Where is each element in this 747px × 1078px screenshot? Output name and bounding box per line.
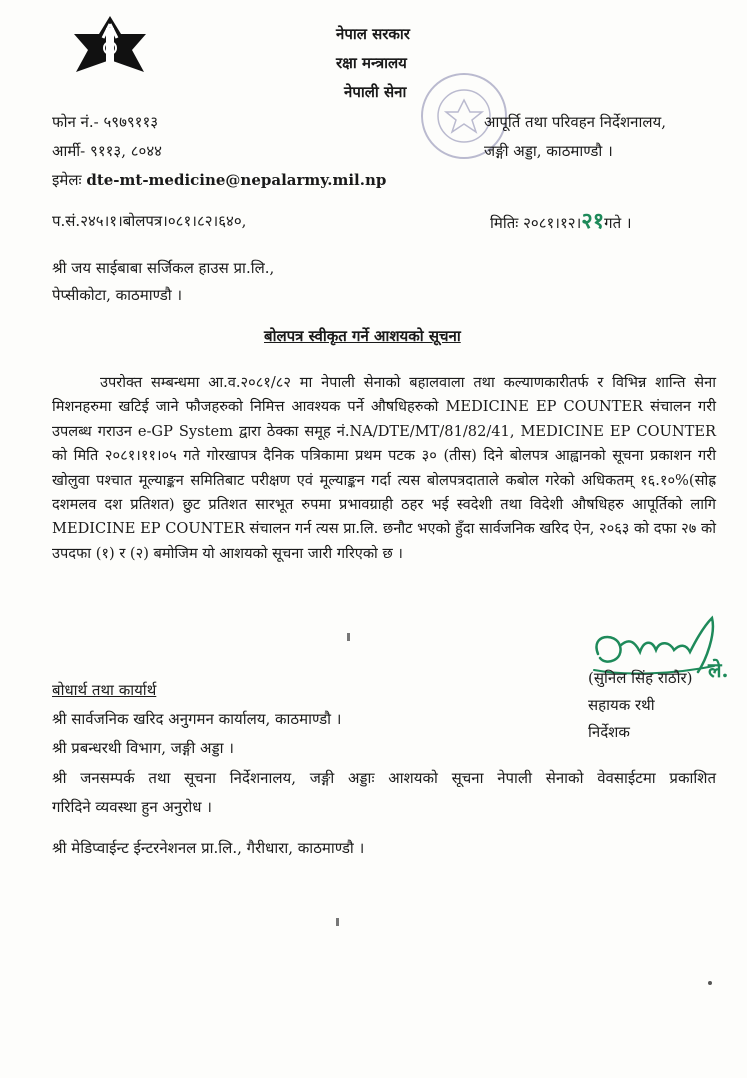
date-suffix: गते । bbox=[604, 214, 632, 232]
cc-heading: बोधार्थ तथा कार्यार्थ bbox=[52, 681, 157, 699]
org-ministry: रक्षा मन्त्रालय bbox=[336, 54, 407, 72]
date-handwritten-day: २१ bbox=[581, 208, 605, 234]
scan-mark bbox=[336, 918, 339, 926]
cc-item: श्री मेडिप्वाईन्ट ईन्टरनेशनल प्रा.लि., गैरीधारा, काठमाण्डौ । bbox=[52, 839, 365, 857]
scan-mark bbox=[347, 633, 350, 641]
reference-number: प.सं.२४५।१।बोलपत्र।०८१।८२।६४०, bbox=[52, 212, 247, 230]
email-label: इमेलः bbox=[52, 171, 82, 189]
nepal-army-emblem-icon bbox=[70, 14, 150, 84]
cc-item: श्री सार्वजनिक खरिद अनुगमन कार्यालय, काठमाण्डौ । bbox=[52, 710, 342, 728]
email-line bbox=[52, 170, 386, 190]
subject-heading: बोलपत्र स्वीकृत गर्ने आशयको सूचना bbox=[264, 327, 461, 345]
date-prefix: मितिः २०८१।१२। bbox=[490, 214, 582, 232]
signatory-rank: सहायक रथी bbox=[588, 696, 655, 714]
handwritten-mark: ले. bbox=[708, 658, 729, 682]
scan-mark bbox=[708, 981, 712, 985]
recipient-name: श्री जय साईबाबा सर्जिकल हाउस प्रा.लि., bbox=[52, 259, 275, 277]
directorate-address: जङ्गी अड्डा, काठमाण्डौ । bbox=[484, 142, 613, 160]
cc-item: श्री जनसम्पर्क तथा सूचना निर्देशनालय, जङ्गी अड्डाः आशयको सूचना नेपाली सेनाको वेवसाईटमा प्रकाशित bbox=[52, 769, 716, 787]
email-address: dte-mt-medicine@nepalarmy.mil.np bbox=[86, 171, 387, 189]
cc-item-continuation: गरिदिने व्यवस्था हुन अनुरोध । bbox=[52, 798, 212, 816]
phone-number: फोन नं.- ५९७९११३ bbox=[52, 113, 159, 131]
signatory-name: (सुनिल सिंह राठौर) bbox=[588, 669, 693, 687]
signatory-title: निर्देशक bbox=[588, 723, 630, 741]
org-government: नेपाल सरकार bbox=[336, 25, 410, 43]
body-paragraph: उपरोक्त सम्बन्धमा आ.व.२०८१/८२ मा नेपाली सेनाको बहालवाला तथा कल्याणकारीतर्फ र विभिन्न शान्ति सेना मिशनहरुमा खटिई जाने फौजहरुको निमित्त आवश्यक पर्ने औषधिहरुको MEDICINE EP COUNTER संचालन गरी उपलब्ध गराउन e-GP System द्वारा ठेक्का समूह नं.NA/DTE/MT/81/82/41, MEDICINE EP COUNTER को मिति २०८१।११।०५ गते गोरखापत्र दैनिक पत्रिकामा प्रथम पटक ३० (तीस) दिने बोलपत्र आह्वानको सूचना प्रकाशन गरी खोलुवा पश्चात मूल्याङ्कन समितिबाट परीक्षण एवं मूल्याङ्कन गर्दा त्यस बोलपत्रदाताले कबोल गरेको अधिकतम् १६.१०%(सोह्र दशमलव दश प्रतिशत) छुट प्रतिशत सारभूत रुपमा प्रभावग्राही ठहर भई स्वदेशी तथा विदेशी औषधिहरु आपूर्तिको लागि MEDICINE EP COUNTER संचालन गर्न त्यस प्रा.लि. छनौट भएको हुँदा सार्वजनिक खरिद ऐन, २०६३ को दफा २७ को उपदफा (१) र (२) बमोजिम यो आशयको सूचना जारी गरिएको छ । bbox=[52, 374, 716, 562]
recipient-address: पेप्सीकोटा, काठमाण्डौ । bbox=[52, 286, 183, 304]
directorate-name: आपूर्ति तथा परिवहन निर्देशनालय, bbox=[484, 113, 667, 131]
org-army: नेपाली सेना bbox=[344, 83, 407, 101]
army-phone: आर्मी- ९११३, ८०४४ bbox=[52, 142, 162, 160]
cc-item: श्री प्रबन्धरथी विभाग, जङ्गी अड्डा । bbox=[52, 739, 234, 757]
letter-date bbox=[490, 208, 632, 234]
